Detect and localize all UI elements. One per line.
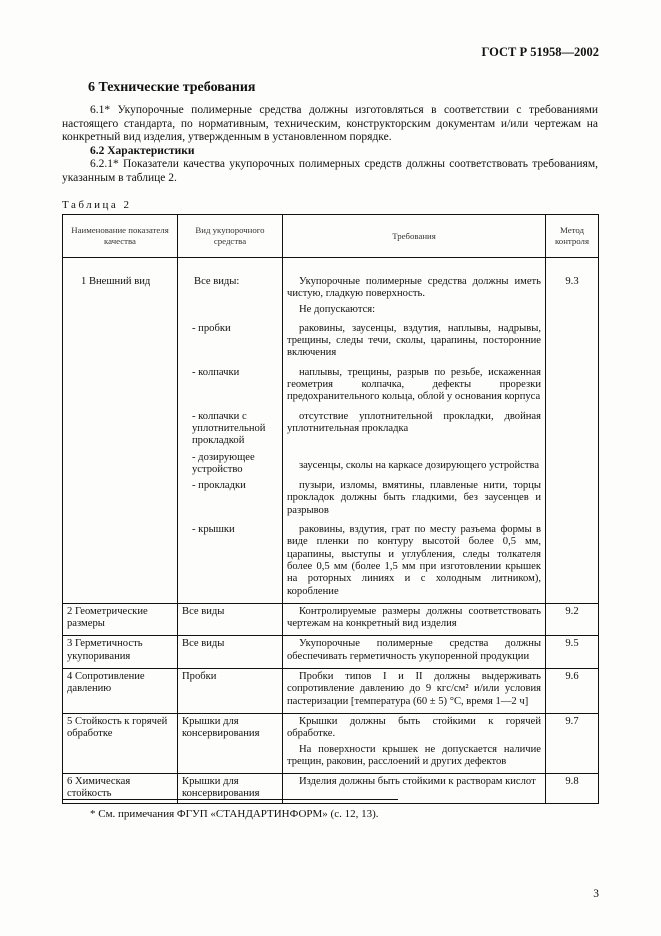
paragraph-6-2-1: 6.2.1* Показатели качества укупорочных полимерных средств должны соответствовать требованиям, указанным в таблице 2. [62,158,598,184]
table-row [63,603,599,636]
footnote-divider [62,799,398,800]
table-row [63,713,599,773]
req-text: Не допускаются: [299,303,376,315]
type-cell: Крышки для консервирования [178,774,283,804]
indicator-cell: 2 Геометрические размеры [63,603,178,636]
req-text: Контролируемые размеры должны соответствовать чертежам на конкретный вид изделия [287,605,541,630]
header-closure-type: Вид укупорочного средства [178,215,283,258]
paragraph-6-1: 6.1* Укупорочные полимерные средства должны изготовляться в соответствии с требованиями настоящего стандарта, по нормативным, техническим, конструкторским документам и/или чертежам на конкретный вид изделия, утвержденным в установленном порядке. [62,104,598,144]
req-text: отсутствие уплотнительной прокладки, двойная уплотнительная прокладка [287,410,541,434]
req-text: раковины, вздутия, грат по месту разъема формы в виде пленки по контуру высотой более 0,5 мм, царапины, выступы и углубления, следы толкателя более 0,5 мм (более 1,5 мм при изготовлении крышек на роторных линиях и с холодным литником), коробление [287,524,541,597]
type-cell: - дозирующее устройство [178,450,283,479]
requirements-cell [283,450,546,479]
table-row [63,669,599,714]
header-method: Метод контроля [546,215,599,258]
table-caption: Таблица 2 [62,199,132,211]
requirements-cell [283,636,546,669]
req-text: Укупорочные полимерные средства должны обеспечивать герметичность укупоренной продукции [287,638,541,662]
req-text: наплывы, трещины, разрыв по резьбе, искаженная геометрия колпачка, дефекты прорезки предохранительного кольца, облой у основания корпуса [287,366,541,403]
footnote: * См. примечания ФГУП «СТАНДАРТИНФОРМ» (с. 12, 13). [90,808,379,820]
type-cell: Все виды: [178,258,283,321]
table-row [63,478,599,522]
table-row [63,522,599,603]
req-text: заусенцы, сколы на каркасе дозирующего устройства [299,459,540,471]
requirements-cell [283,258,546,321]
indicator-cell: 4 Сопротивление давлению [63,669,178,714]
indicator-cell: 5 Стойкость к горячей обработке [63,713,178,773]
requirements-table [62,214,599,804]
type-cell: Пробки [178,669,283,714]
table-row [63,409,599,450]
type-cell: Все виды [178,603,283,636]
req-text: раковины, заусенцы, вздутия, наплывы, надрывы, трещины, следы течи, сколы, царапины, посторонние включения [287,322,541,359]
method-cell: 9.8 [546,774,599,804]
section-title: 6 Технические требования [88,80,256,95]
type-cell: - пробки [178,321,283,365]
type-cell: - крышки [178,522,283,603]
table-row [63,636,599,669]
table-row [63,321,599,365]
req-text: Крышки должны быть стойкими к горячей обработке. [287,715,541,740]
method-cell: 9.6 [546,669,599,714]
table-header-row [63,215,599,258]
req-text: Пробки типов I и II должны выдерживать сопротивление давлению до 9 кгс/см² и/или условия пастеризации [температура (60 ± 5) °С, время 1—2 ч] [287,671,541,707]
requirements-cell [283,522,546,603]
req-text: Изделия должны быть стойкими к растворам кислот [299,776,536,788]
req-text: пузыри, изломы, вмятины, плавленые нити, торцы прокладок должны быть гладкими, без заусенцев и разрывов [287,480,541,516]
header-requirements: Требования [283,215,546,258]
page-number: 3 [593,888,599,900]
method-cell: 9.5 [546,636,599,669]
requirements-cell [283,478,546,522]
req-text: На поверхности крышек не допускается наличие трещин, раковин, расслоений и других дефектов [287,743,541,767]
method-cell: 9.3 [546,258,599,321]
type-cell: Все виды [178,636,283,669]
requirements-cell [283,603,546,636]
indicator-cell: 1 Внешний вид [63,258,178,321]
requirements-cell [283,409,546,450]
type-cell: - прокладки [178,478,283,522]
method-cell: 9.2 [546,603,599,636]
requirements-cell [283,365,546,409]
req-text: Укупорочные полимерные средства должны иметь чистую, гладкую поверхность. [287,276,541,300]
requirements-cell [283,713,546,773]
type-cell: Крышки для консервирования [178,713,283,773]
indicator-cell: 3 Герметичность укупоривания [63,636,178,669]
table-row [63,450,599,479]
subsection-title: 6.2 Характеристики [90,145,195,157]
header-indicator: Наименование показателя качества [63,215,178,258]
method-cell: 9.7 [546,713,599,773]
indicator-cell: 6 Химическая стойкость [63,774,178,804]
table-row [63,365,599,409]
type-cell: - колпачки [178,365,283,409]
requirements-cell [283,669,546,714]
document-code: ГОСТ Р 51958—2002 [481,45,599,59]
requirements-cell [283,321,546,365]
type-cell: - колпачки с уплотнительной прокладкой [178,409,283,450]
table-row [63,258,599,321]
